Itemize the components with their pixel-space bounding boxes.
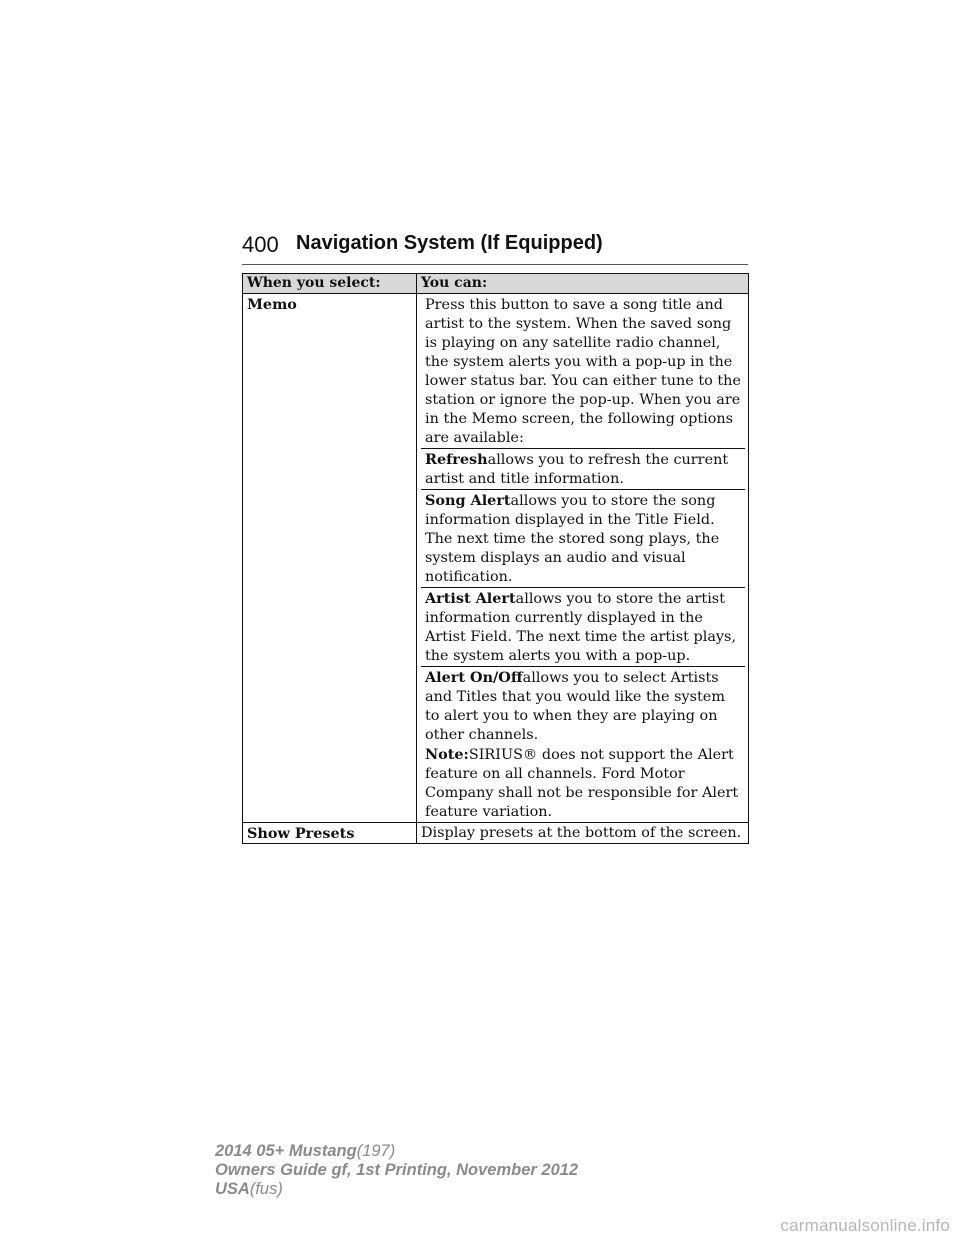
footer-market: USA <box>215 1180 250 1198</box>
table-row-show-presets <box>243 823 749 844</box>
footer-line-3 <box>215 1180 578 1199</box>
column-header-select: When you select: <box>243 274 417 294</box>
term-show-presets: Show Presets <box>243 823 417 844</box>
note-text: SIRIUS® does not support the Alert feature on all channels. Ford Motor Company shall not be responsible for Alert feature variation. <box>425 747 739 820</box>
option-label: Alert On/Off <box>425 669 523 686</box>
column-header-action: You can: <box>417 274 749 294</box>
footer-line-2: Owners Guide gf, 1st Printing, November 2012 <box>215 1161 579 1179</box>
memo-description-cell <box>417 294 749 823</box>
page-number: 400 <box>242 232 279 257</box>
show-presets-description: Display presets at the bottom of the screen. <box>417 823 749 844</box>
footer-market-code: (fus) <box>249 1180 283 1198</box>
page-header <box>242 226 748 265</box>
memo-description: Press this button to save a song title and artist to the system. When the saved song is playing on any satellite radio channel, the system alerts you with a pop-up in the lower status bar. You can either tune to the station or ignore the pop-up. When you are in the Memo screen, the following options are available: <box>425 297 741 446</box>
print-footer <box>215 1142 578 1199</box>
section-title: Navigation System (If Equipped) <box>296 232 603 254</box>
option-label: Artist Alert <box>425 590 516 607</box>
option-label: Song Alert <box>425 492 511 509</box>
memo-options-table <box>242 273 749 844</box>
table-row-memo <box>243 294 749 823</box>
footer-page-code: (197) <box>356 1142 396 1160</box>
footer-model: 2014 05+ Mustang <box>215 1142 357 1160</box>
option-text: allows you to select Artists and Titles that you would like the system to alert you to when they are playing on other channels. <box>425 670 725 743</box>
note-label: Note: <box>425 746 469 763</box>
option-refresh <box>421 448 745 489</box>
site-watermark: carmanualsonline.info <box>780 1216 950 1235</box>
option-alert-on-off <box>421 666 745 822</box>
option-text: allows you to store the artist information currently displayed in the Artist Field. The next time the artist plays, the system alerts you with a pop-up. <box>425 591 737 664</box>
table-header-row <box>243 274 749 294</box>
term-memo: Memo <box>243 294 417 823</box>
option-artist-alert <box>421 587 745 666</box>
option-song-alert <box>421 489 745 587</box>
footer-line-1 <box>215 1142 578 1161</box>
option-text: allows you to refresh the current artist and title information. <box>425 452 729 487</box>
option-text: allows you to store the song information displayed in the Title Field. The next time the stored song plays, the system displays an audio and visual notification. <box>425 493 720 585</box>
option-label: Refresh <box>425 451 488 468</box>
